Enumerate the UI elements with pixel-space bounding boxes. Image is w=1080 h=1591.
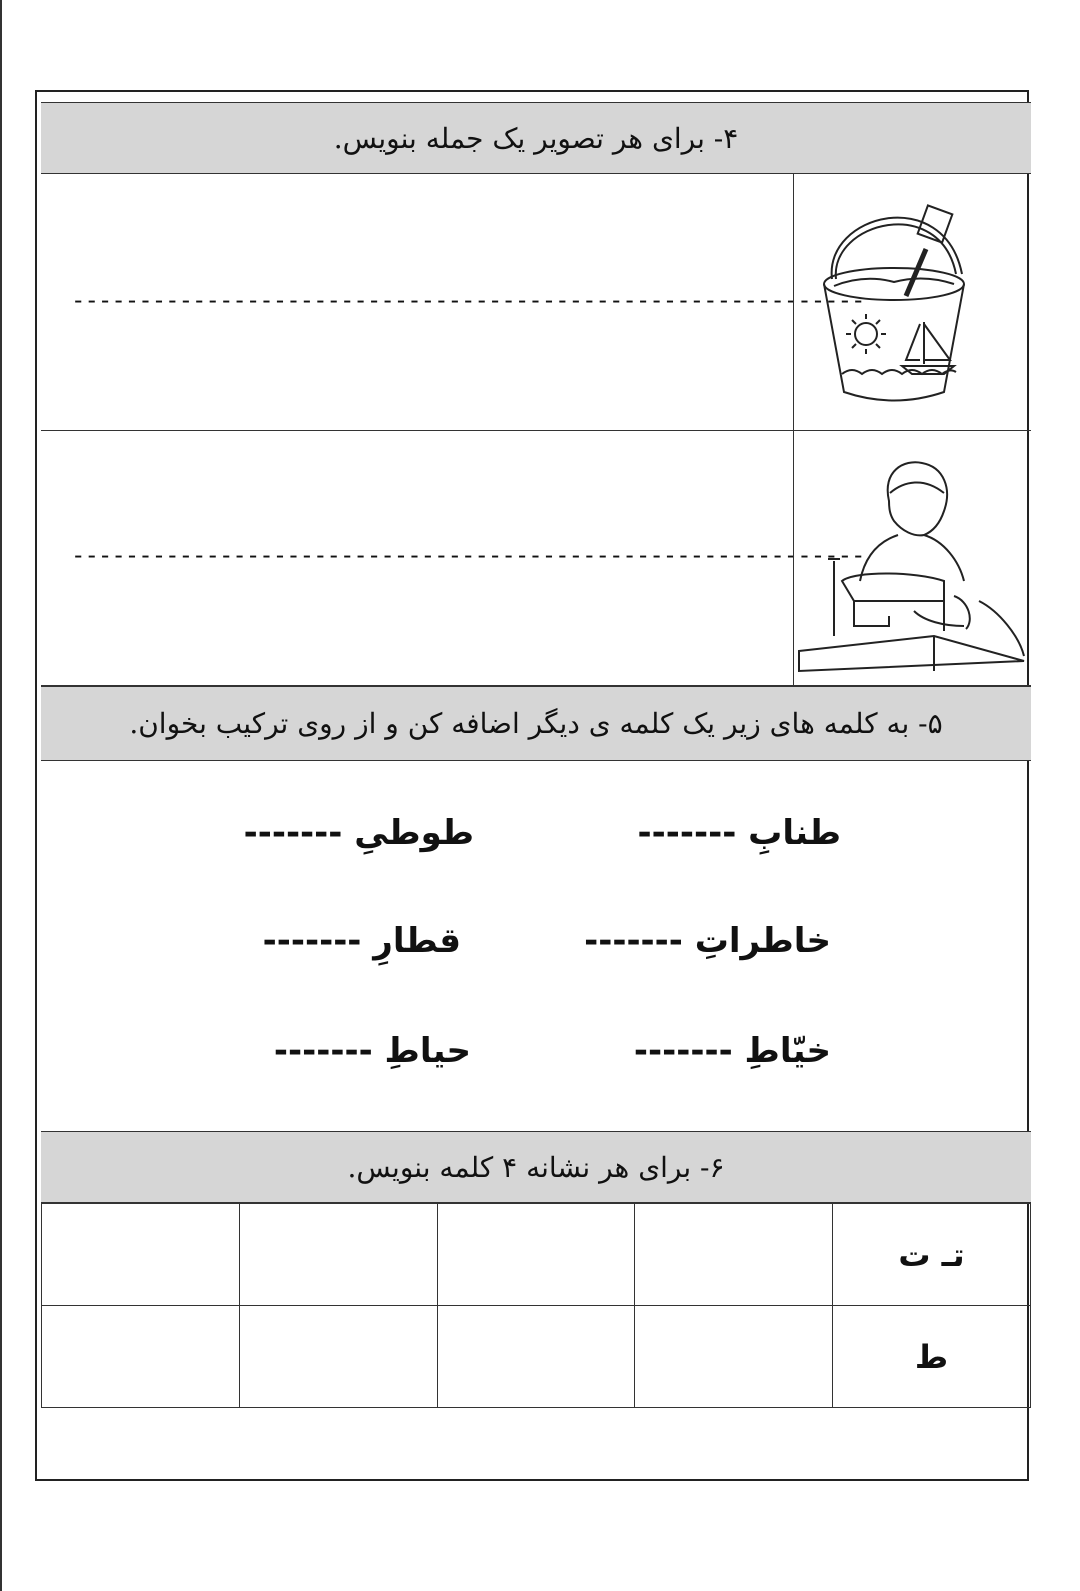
q4-header — [41, 102, 1031, 174]
q6-cell[interactable] — [239, 1306, 437, 1408]
q6-row-1 — [42, 1204, 1031, 1306]
q6-cell[interactable] — [635, 1306, 833, 1408]
q6-label-1: تـ ت — [833, 1204, 1031, 1306]
q6-row-2 — [42, 1306, 1031, 1408]
worksheet — [35, 90, 1029, 1481]
page-edge-line — [0, 0, 2, 1591]
q6-cell[interactable] — [42, 1204, 240, 1306]
q6-header — [41, 1131, 1031, 1203]
q5-blank-1[interactable]: ------- — [637, 813, 737, 853]
q5-blank-2[interactable]: ------- — [243, 813, 343, 853]
sewing-woman-icon — [794, 431, 1030, 683]
q5-word-1: طنابِ ------- — [637, 813, 841, 853]
q5-blank-4[interactable]: ------- — [262, 921, 362, 961]
q6-answer-grid — [41, 1203, 1031, 1408]
q5-blank-3[interactable]: ------- — [584, 921, 683, 961]
q5-word-6: حیاطِ ------- — [273, 1031, 471, 1071]
sand-bucket-icon — [794, 174, 1030, 428]
q5-blank-5[interactable]: ------- — [633, 1031, 733, 1071]
q5-blank-6[interactable]: ------- — [273, 1031, 373, 1071]
q6-label-2: ط — [833, 1306, 1031, 1408]
q4-answer-line-2[interactable]: ----------------------------------------------------------- — [71, 541, 865, 569]
q6-cell[interactable] — [239, 1204, 437, 1306]
q5-word-5: خیّاطِ ------- — [633, 1031, 831, 1071]
q6-cell[interactable] — [42, 1306, 240, 1408]
q5-title: ۵- به کلمه های زیر یک کلمه ی دیگر اضافه کن و از روی ترکیب بخوان. — [129, 707, 943, 740]
q5-word-4: قطارِ ------- — [262, 921, 461, 961]
q6-title: ۶- برای هر نشانه ۴ کلمه بنویس. — [347, 1150, 725, 1184]
q4-picture-1 — [793, 174, 1031, 430]
q6-cell[interactable] — [635, 1204, 833, 1306]
q5-body — [41, 761, 1031, 1131]
q4-row-2 — [41, 431, 1031, 686]
q6-cell[interactable] — [437, 1204, 635, 1306]
q6-cell[interactable] — [437, 1306, 635, 1408]
q5-header — [41, 686, 1031, 761]
q5-word-2: طوطیِ ------- — [243, 813, 474, 853]
q4-picture-2 — [793, 431, 1031, 685]
q4-row-1 — [41, 174, 1031, 431]
q5-word-3: خاطراتِ ------- — [584, 921, 831, 961]
q4-answer-line-1[interactable]: ----------------------------------------------------------- — [71, 286, 865, 314]
q4-title: ۴- برای هر تصویر یک جمله بنویس. — [333, 121, 739, 155]
